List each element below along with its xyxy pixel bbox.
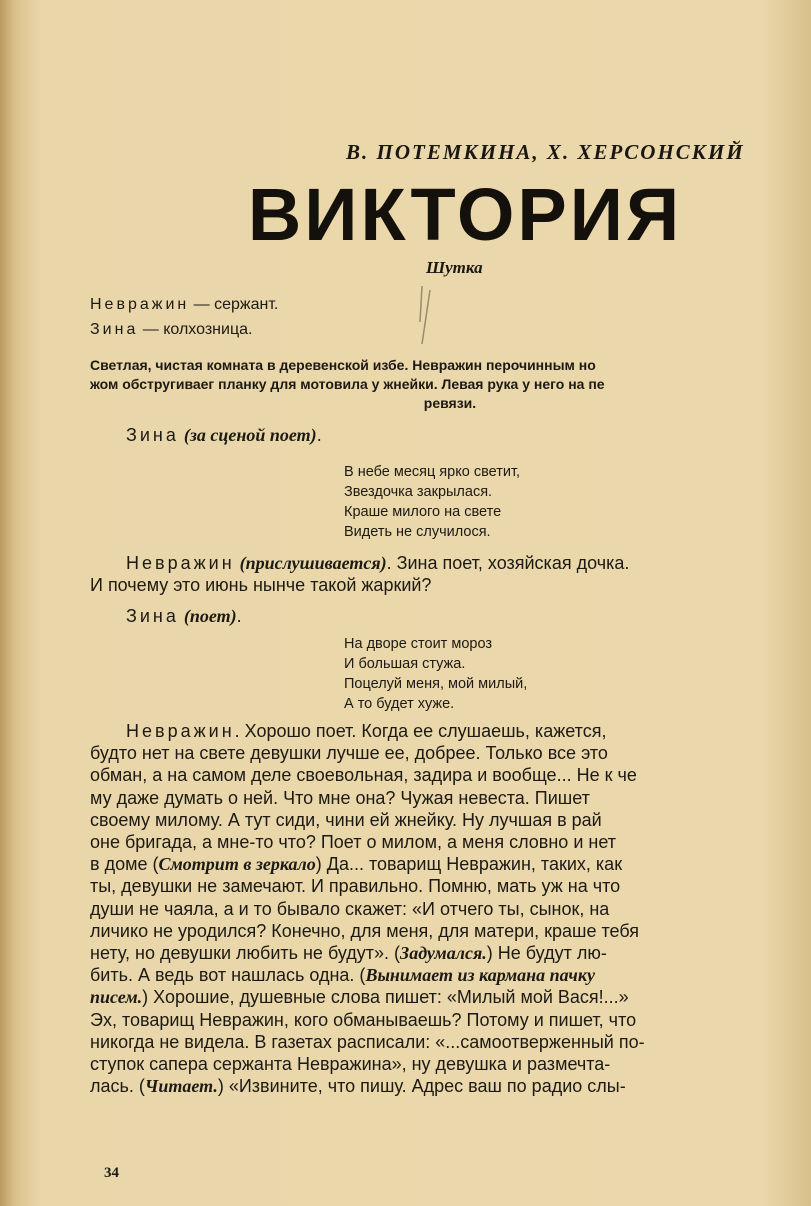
prose-line: души не чаяла, а и то бывало скажет: «И отчего ты, сынок, на: [90, 898, 610, 919]
prose-line: [90, 720, 811, 742]
character-role: — сержант.: [189, 296, 279, 313]
speaker-direction: (за сценой поет): [183, 425, 317, 445]
verse-block: [344, 634, 527, 714]
prose-line: ступок сапера сержанта Невражина», ну девушка и размечта-: [90, 1054, 611, 1075]
speaker-name: Зина: [126, 606, 179, 626]
prose-line: никогда не видела. В газетах расписали: «...самоотверженный по-: [90, 1031, 645, 1052]
prose-line: будто нет на свете девушки лучше ее, добрее. Только все это: [90, 743, 608, 764]
pencil-mark-icon: [408, 282, 438, 352]
stage-aside: Задумался.: [400, 943, 487, 964]
speech-text: нету, но девушки любить не будут». (: [90, 943, 401, 964]
stage-direction: [90, 356, 811, 413]
verse-line: Поцелуй меня, мой милый,: [344, 676, 528, 692]
speech-text: ) Хорошие, душевные слова пишет: «Милый мой Вася!...»: [142, 987, 629, 1008]
speech-text: . Зина поет, хозяйская дочка.: [386, 553, 630, 573]
character-item: [90, 292, 278, 317]
speaker-direction: (поет): [183, 606, 237, 626]
verse-line: В небе месяц ярко светит,: [344, 464, 521, 480]
page-number: 34: [104, 1165, 119, 1181]
verse-line: Краше милого на свете: [344, 504, 502, 520]
monologue-block: [90, 720, 811, 1097]
character-list: [90, 292, 278, 342]
prose-line: личико не уродился? Конечно, для меня, для матери, краше тебя: [90, 920, 640, 941]
stage-line: ревязи.: [423, 395, 477, 411]
verse-block: [344, 462, 520, 542]
play-genre: Шутка: [426, 258, 483, 277]
prose-line: му даже думать о ней. Что мне она? Чужая невеста. Пишет: [90, 787, 590, 808]
character-name: Зина: [90, 321, 139, 338]
speech-text: ) Да... товарищ Невражин, таких, как: [315, 854, 623, 875]
speech-end: .: [236, 606, 242, 626]
prose-line: обман, а на самом деле своевольная, задира и вообще... Не к че: [90, 765, 637, 786]
prose-line: [90, 986, 811, 1008]
speech-text: . Хорошо поет. Когда ее слушаешь, кажется,: [234, 721, 607, 741]
stage-aside: Смотрит в зеркало: [158, 854, 316, 875]
stage-aside: писем.: [90, 987, 143, 1008]
verse-line: И большая стужа.: [344, 656, 466, 672]
speaker-name: Зина: [126, 425, 179, 445]
speech-end: .: [316, 425, 322, 445]
prose-line: [90, 1075, 811, 1097]
speech-block: [90, 552, 811, 596]
prose-line: [90, 942, 811, 964]
prose-line: [90, 552, 811, 574]
verse-line: Видеть не случилося.: [344, 524, 491, 540]
stage-aside: Вынимает из кармана пачку: [365, 965, 595, 986]
speech-text: лась. (: [90, 1076, 145, 1097]
speaker-name: Невражин: [126, 721, 235, 741]
prose-line: Эх, товарищ Невражин, кого обманываешь? Потому и пишет, что: [90, 1009, 637, 1030]
prose-line: [90, 964, 811, 986]
prose-line: [90, 853, 811, 875]
prose-line: ты, девушки не замечают. И правильно. Помню, мать уж на что: [90, 876, 621, 897]
speech-text: в доме (: [90, 854, 159, 875]
prose-line: оне бригада, а мне-то что? Поет о милом, а меня словно и нет: [90, 832, 616, 853]
speech-text: ) Не будут лю-: [486, 943, 607, 964]
character-name: Невражин: [90, 296, 190, 313]
speech-heading: [126, 606, 242, 627]
play-title: ВИКТОРИЯ: [247, 173, 683, 256]
stage-line: жом обстругиваег планку для мотовила у жнейки. Левая рука у него на пе: [90, 376, 605, 392]
stage-line: Светлая, чистая комната в деревенской избе. Невражин перочинным но: [90, 357, 596, 373]
prose-line: И почему это июнь нынче такой жаркий?: [90, 575, 432, 596]
speech-text: ) «Извините, что пишу. Адрес ваш по радио слы-: [217, 1076, 626, 1097]
prose-line: своему милому. А тут сиди, чини ей жнейку. Ну лучшая в рай: [90, 809, 602, 830]
character-item: [90, 317, 278, 342]
verse-line: На дворе стоит мороз: [344, 636, 492, 652]
speaker-name: Невражин: [126, 553, 235, 573]
stage-aside: Читает.: [144, 1076, 218, 1097]
speech-text: бить. А ведь вот нашлась одна. (: [90, 965, 366, 986]
speaker-direction: (прислушивается): [239, 553, 387, 573]
verse-line: А то будет хуже.: [344, 696, 455, 712]
speech-heading: [126, 425, 322, 446]
character-role: — колхозница.: [138, 321, 253, 338]
verse-line: Звездочка закрылася.: [344, 484, 493, 500]
authors-line: В. ПОТЕМКИНА, Х. ХЕРСОНСКИЙ: [346, 140, 745, 164]
